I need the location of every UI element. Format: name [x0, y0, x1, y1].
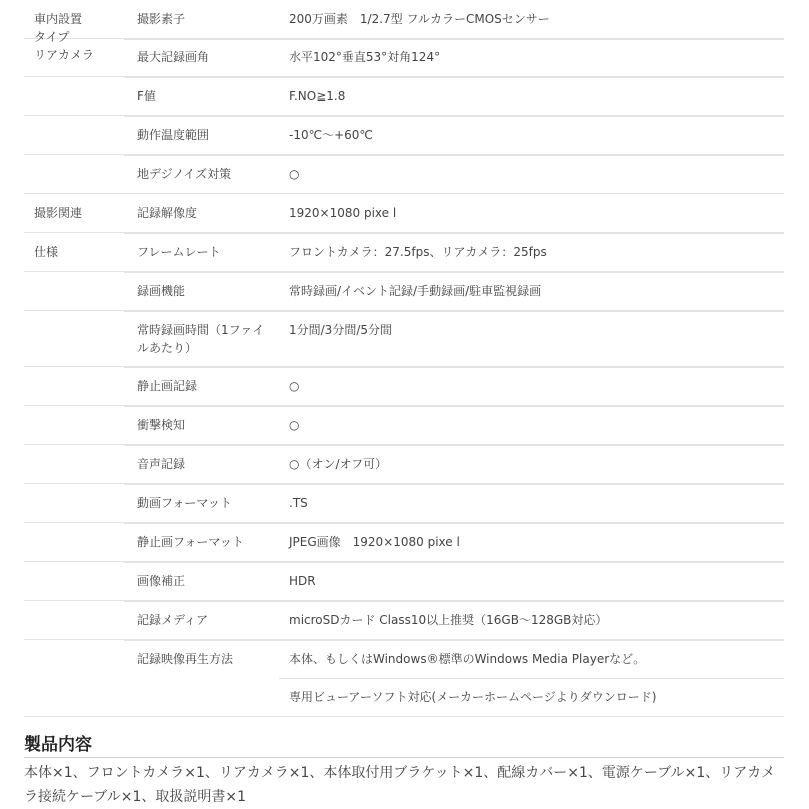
spec-name: 記録映像再生方法 [137, 652, 234, 666]
spec-value: 1920×1080 pixe l [289, 206, 397, 220]
row-divider [124, 77, 784, 78]
row-divider [124, 39, 784, 40]
spec-value: ○ [289, 167, 300, 181]
category-label: 車内設置 タイプ リアカメラ [34, 12, 94, 62]
spec-table [24, 0, 784, 717]
spec-name: 記録解像度 [137, 206, 198, 220]
spec-name: フレームレート [137, 245, 221, 259]
spec-row [24, 367, 784, 406]
spec-value: F.NO≧1.8 [289, 89, 346, 103]
spec-row [24, 311, 784, 367]
spec-name: 動画フォーマット [137, 496, 232, 510]
spec-row [24, 523, 784, 562]
spec-value: JPEG画像 1920×1080 pixe l [289, 535, 460, 549]
spec-name: 衝撃検知 [137, 418, 186, 432]
spec-row [24, 562, 784, 601]
spec-value: 専用ビューアーソフト対応(メーカーホームページよりダウンロード) [289, 690, 657, 704]
spec-value: HDR [289, 574, 316, 588]
spec-name: 撮影素子 [137, 12, 186, 26]
spec-value: .TS [289, 496, 308, 510]
spec-row [24, 116, 784, 155]
category-label: 撮影関連 [34, 206, 83, 220]
spec-name: 静止画フォーマット [137, 535, 244, 549]
row-divider [124, 523, 784, 524]
spec-row [24, 406, 784, 445]
spec-name: 常時録画時間（1ファイルあたり） [137, 323, 265, 355]
category-label: 仕様 [34, 245, 59, 259]
row-divider [124, 640, 784, 641]
section-title: 製品内容 [24, 735, 92, 755]
spec-row [24, 445, 784, 484]
product-contents-text: 本体×1、フロントカメラ×1、リアカメラ×1、本体取付用ブラケット×1、配線カバー×1、電源ケーブル×1、リアカメラ接続ケーブル×1、取扱説明書×1 [24, 765, 776, 805]
spec-value: ○（オン/オフ可） [289, 457, 388, 471]
section-divider [24, 757, 784, 758]
row-divider [124, 311, 784, 312]
spec-name: 録画機能 [137, 284, 186, 298]
spec-value: 1分間/3分間/5分間 [289, 323, 392, 337]
row-divider [124, 272, 784, 273]
spec-value: 常時録画/イベント記録/手動録画/駐車監視録画 [289, 284, 542, 298]
row-divider [124, 233, 784, 234]
spec-name: 音声記録 [137, 457, 186, 471]
row-divider [124, 445, 784, 446]
spec-row [24, 640, 784, 717]
spec-row [24, 233, 784, 272]
row-divider [124, 116, 784, 117]
spec-row [24, 272, 784, 311]
row-divider [124, 562, 784, 563]
spec-name: 動作温度範囲 [137, 128, 210, 142]
spec-row [24, 194, 784, 233]
spec-value: ○ [289, 418, 300, 432]
spec-row [24, 155, 784, 194]
spec-value: 本体、もしくはWindows®標準のWindows Media Playerなど。 [289, 652, 646, 666]
spec-row [24, 77, 784, 116]
row-divider [124, 155, 784, 156]
spec-name: 画像補正 [137, 574, 186, 588]
spec-value: 200万画素 1/2.7型 フルカラーCMOSセンサー [289, 12, 550, 26]
spec-value: ○ [289, 379, 300, 393]
row-divider [124, 367, 784, 368]
row-divider [124, 601, 784, 602]
spec-value: フロントカメラ：27.5fps、リアカメラ：25fps [289, 245, 547, 259]
spec-value: 水平102°垂直53°対角124° [289, 50, 441, 64]
spec-value: microSDカード Class10以上推奨（16GB～128GB対応） [289, 613, 608, 627]
spec-name: 地デジノイズ対策 [137, 167, 232, 181]
row-divider [124, 406, 784, 407]
spec-name: 記録メディア [137, 613, 209, 627]
spec-row [24, 601, 784, 640]
row-divider [279, 678, 784, 679]
row-divider [124, 484, 784, 485]
spec-row [24, 484, 784, 523]
spec-row [24, 39, 784, 77]
spec-value: -10℃～+60℃ [289, 128, 373, 142]
spec-name: F値 [137, 89, 156, 103]
spec-name: 静止画記録 [137, 379, 198, 393]
spec-name: 最大記録画角 [137, 50, 210, 64]
